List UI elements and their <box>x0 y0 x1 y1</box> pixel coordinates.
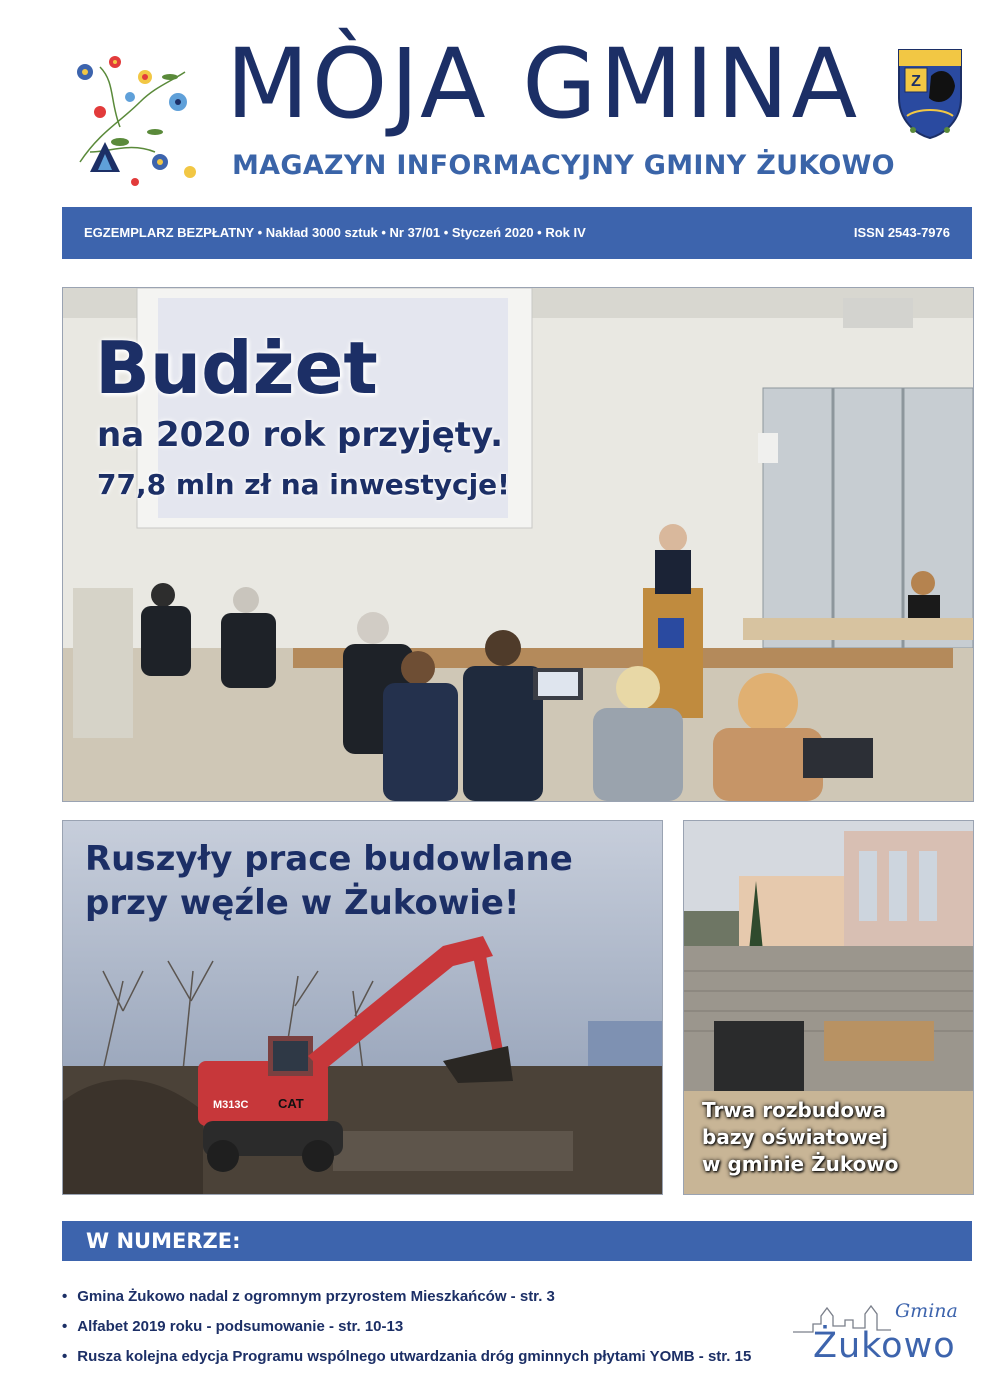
issue-details: EGZEMPLARZ BEZPŁATNY • Nakład 3000 sztuk • Nr 37/01 • Styczeń 2020 • Rok IV <box>84 225 586 240</box>
toc-item: • Gmina Żukowo nadal z ogromnym przyrostem Mieszkańców - str. 3 <box>62 1282 782 1312</box>
hero-investment-line: 77,8 mln zł na inwestycje! <box>97 468 510 501</box>
hero-photo-budget-session <box>62 287 974 802</box>
table-of-contents <box>62 1282 782 1372</box>
logo-zukowo-text: Żukowo <box>813 1326 956 1366</box>
machine-brand-label: CAT <box>278 1096 304 1111</box>
school-expansion-photo <box>683 820 974 1195</box>
issn-number: ISSN 2543-7976 <box>853 225 950 240</box>
toc-item: • Alfabet 2019 roku - podsumowanie - str. 10-13 <box>62 1312 782 1342</box>
svg-text:Z: Z <box>911 73 921 90</box>
issue-info-bar <box>62 207 972 259</box>
construction-photo <box>62 820 663 1195</box>
gmina-zukowo-logo <box>793 1296 977 1370</box>
hero-subheadline: na 2020 rok przyjęty. <box>97 415 504 455</box>
in-this-issue-heading: W NUMERZE: <box>86 1229 241 1253</box>
construction-headline-line1: Ruszyły prace budowlane <box>85 839 573 879</box>
school-caption <box>702 1097 899 1178</box>
kashubian-flower-ornament <box>60 42 210 192</box>
logo-gmina-text: Gmina <box>895 1300 958 1322</box>
in-this-issue-bar <box>62 1221 972 1261</box>
coat-of-arms-icon <box>893 46 967 142</box>
machine-model-label: M313C <box>213 1099 249 1111</box>
magazine-subtitle: MAGAZYN INFORMACYJNY GMINY ŻUKOWO <box>232 150 895 181</box>
hero-headline: Budżet <box>95 326 378 410</box>
magazine-title: MÒJA GMINA <box>226 28 861 140</box>
construction-headline-line2: przy węźle w Żukowie! <box>85 883 520 923</box>
school-caption-line2: bazy oświatowej <box>702 1125 889 1149</box>
school-caption-line3: w gminie Żukowo <box>702 1152 899 1176</box>
toc-item: • Rusza kolejna edycja Programu wspólnego utwardzania dróg gminnych płytami YOMB - str. 15 <box>62 1342 782 1372</box>
construction-headline <box>85 837 573 925</box>
school-caption-line1: Trwa rozbudowa <box>702 1098 887 1122</box>
